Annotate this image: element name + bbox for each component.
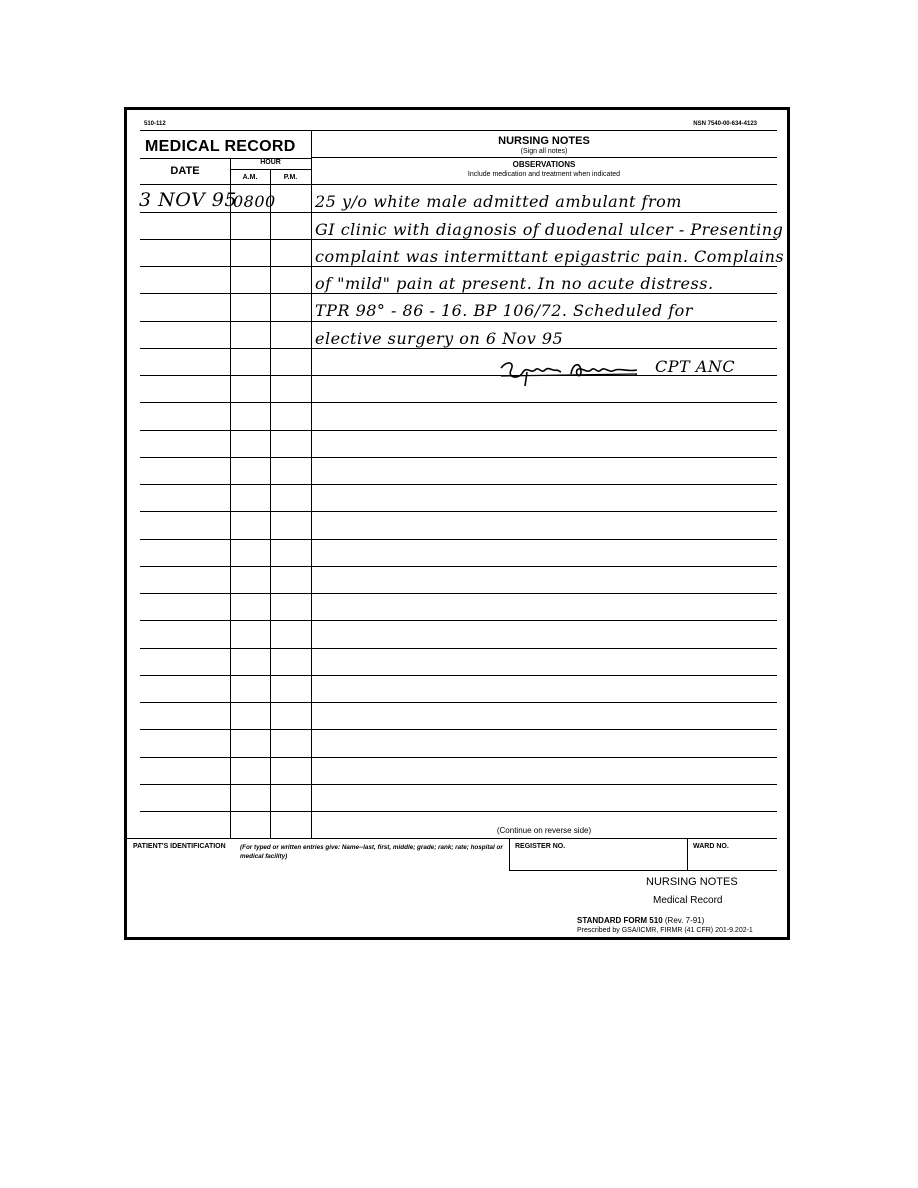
continue-note: (Continue on reverse side) xyxy=(496,826,592,835)
entry-am-time: 0800 xyxy=(233,192,276,211)
am-column-header: A.M. xyxy=(242,174,258,181)
note-line: elective surgery on 6 Nov 95 xyxy=(315,329,564,348)
nursing-notes-title: NURSING NOTES xyxy=(498,135,590,147)
ward-no-label: WARD NO. xyxy=(693,843,729,850)
observations-header: OBSERVATIONS xyxy=(512,160,576,169)
prescribed-by: Prescribed by GSA/ICMR, FIRMR (41 CFR) 201-9.202-1 xyxy=(577,927,753,934)
entry-date: 3 NOV 95 xyxy=(139,189,237,211)
standard-form-number: STANDARD FORM 510 xyxy=(577,916,663,925)
form-code: 510-112 xyxy=(144,121,166,127)
form-frame xyxy=(124,107,790,940)
note-line: complaint was intermittant epigastric pain. Complains xyxy=(315,247,785,266)
observations-subheader: Include medication and treatment when indicated xyxy=(467,171,621,178)
note-line: 25 y/o white male admitted ambulant from xyxy=(315,192,682,211)
pm-column-header: P.M. xyxy=(283,174,298,181)
note-line: of "mild" pain at present. In no acute distress. xyxy=(315,274,714,293)
sign-notes-subtitle: (Sign all notes) xyxy=(520,148,568,155)
form-title: MEDICAL RECORD xyxy=(145,138,296,155)
signature xyxy=(497,358,657,388)
form-revision: (Rev. 7-91) xyxy=(664,916,705,925)
register-no-label: REGISTER NO. xyxy=(515,843,566,850)
note-line: GI clinic with diagnosis of duodenal ulcer - Presenting xyxy=(315,220,784,239)
patient-id-note: (For typed or written entries give: Name--last, first, middle; grade; rank; rate; hospital or medical facility) xyxy=(240,844,503,860)
signature-title: CPT ANC xyxy=(655,357,736,376)
form-name: NURSING NOTES xyxy=(646,876,738,888)
standard-form xyxy=(577,916,704,925)
date-column-header: DATE xyxy=(170,165,200,177)
nsn-number: NSN 7540-00-634-4123 xyxy=(693,121,757,127)
patient-id-label: PATIENT'S IDENTIFICATION xyxy=(133,843,226,850)
form-type: Medical Record xyxy=(653,895,723,906)
note-line: TPR 98° - 86 - 16. BP 106/72. Scheduled for xyxy=(315,301,693,320)
hour-column-header: HOUR xyxy=(260,159,281,166)
